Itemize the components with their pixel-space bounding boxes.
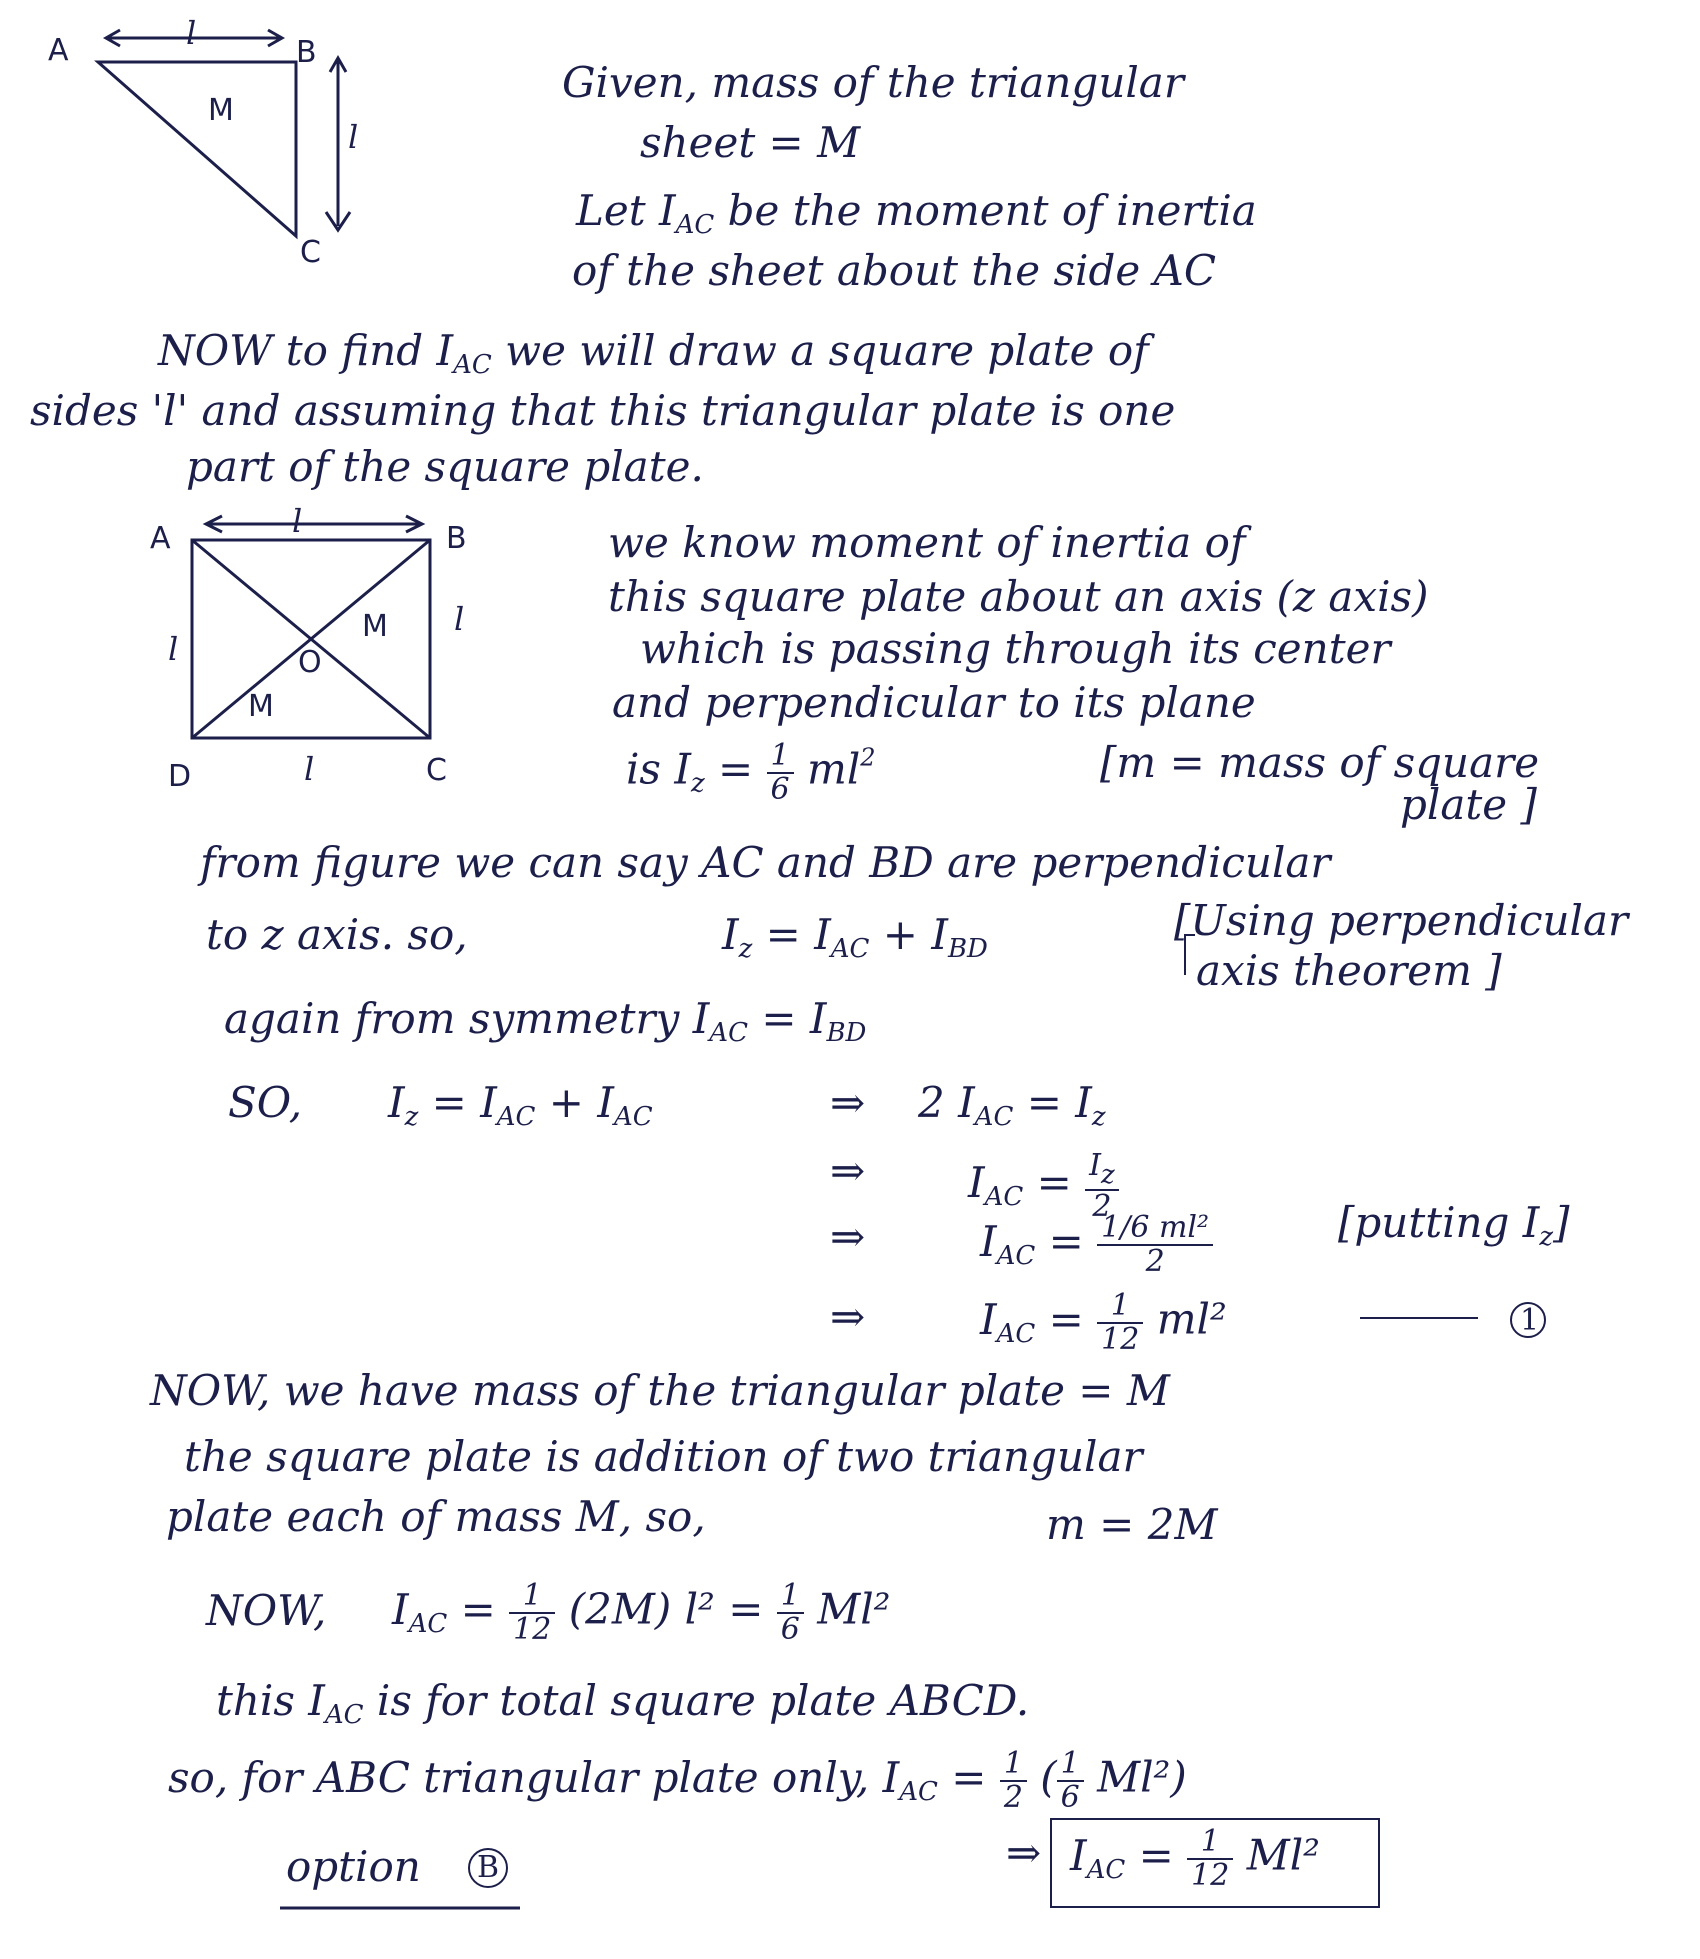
- final-arrow: ⇒: [1006, 1828, 1042, 1877]
- symmetry-line: again from symmetry $I_{AC} = I_{BD}$: [224, 994, 867, 1048]
- step-2: $I_{AC}$ = $\frac{Iz}{2}$: [968, 1150, 1119, 1223]
- know-line-1: we know moment of inertia of: [608, 518, 1246, 567]
- given-line-3: Let $I_{AC}$ be the moment of inertia: [576, 186, 1257, 240]
- know-line-2: this square plate about an axis (z axis): [608, 572, 1429, 621]
- para1-line-3: part of the square plate.: [186, 442, 704, 491]
- step-3: $I_{AC}$ = $\frac{\text{1/6 ml²}}{2}$: [980, 1212, 1213, 1277]
- step-2-arrow: ⇒: [830, 1146, 866, 1195]
- given-line-2: sheet = M: [640, 118, 861, 167]
- know-note-1: [m = mass of square: [1100, 738, 1540, 787]
- fig1-label-l-side: l: [348, 118, 359, 156]
- step-3-note: [putting $I_z$]: [1338, 1198, 1570, 1252]
- step-1: 2 $I_{AC} = I_z$: [918, 1078, 1106, 1132]
- steps-so: SO,: [228, 1078, 303, 1127]
- fig2-label-l-bottom: l: [304, 750, 315, 788]
- final-answer: $I_{AC}$ = $\frac{1}{12}$ Ml²: [1070, 1824, 1320, 1893]
- step-4: $I_{AC}$ = $\frac{1}{12}$ ml²: [980, 1288, 1227, 1357]
- option-label: option: [286, 1842, 421, 1891]
- square-figure: [192, 516, 430, 738]
- para1-line-2: sides 'l' and assuming that this triangular plate is one: [30, 386, 1176, 435]
- fig2-label-l-left: l: [168, 630, 179, 668]
- fig2-label-B: B: [446, 521, 467, 556]
- option-letter: B: [477, 1850, 500, 1885]
- fig2-label-l-right: l: [454, 600, 465, 638]
- equation-number: 1: [1520, 1303, 1540, 1338]
- fig2-label-C: C: [426, 753, 447, 788]
- fig1-label-C: C: [300, 235, 321, 270]
- know-line-5: is $I_z$ = $\frac{1}{6}$ $ml^2$: [626, 738, 876, 807]
- fromfig-line-2: to z axis. so,: [206, 910, 468, 959]
- know-line-3: which is passing through its center: [640, 624, 1391, 673]
- now-line-3: plate each of mass M, so,: [166, 1492, 706, 1541]
- now-line-4-label: NOW,: [206, 1586, 327, 1635]
- now-line-1: NOW, we have mass of the triangular plate = M: [150, 1366, 1170, 1415]
- fig2-label-l-top: l: [292, 502, 303, 540]
- fig1-label-B: B: [296, 35, 317, 70]
- fromfig-note-1: [Using perpendicular: [1174, 896, 1629, 945]
- para1-line-1: NOW to find $I_{AC}$ we will draw a square plate of: [158, 326, 1149, 380]
- fig2-label-M-upper: M: [362, 609, 388, 644]
- fig2-label-M-lower: M: [248, 689, 274, 724]
- fig2-label-D: D: [168, 759, 192, 794]
- fig2-label-A: A: [150, 521, 171, 556]
- fig1-label-M: M: [208, 93, 234, 128]
- now-line-4: $I_{AC}$ = $\frac{1}{12}$ (2M) l² = $\frac{1}{6}$ Ml²: [392, 1578, 891, 1647]
- triangle-outline: [98, 62, 296, 236]
- given-line-1: Given, mass of the triangular: [562, 58, 1184, 107]
- know-line-4: and perpendicular to its plane: [612, 678, 1256, 727]
- step-0: $I_z = I_{AC} + I_{AC}$: [388, 1078, 653, 1132]
- now-line-5: this $I_{AC}$ is for total square plate ABCD.: [216, 1676, 1030, 1730]
- perpendicular-axis-equation: $I_z = I_{AC} + I_{BD}$: [722, 910, 988, 964]
- now-line-6: so, for ABC triangular plate only, $I_{AC}$ = $\frac{1}{2}$ ( $\frac{1}{6}$ Ml²): [168, 1746, 1187, 1815]
- fig2-label-O: O: [298, 645, 322, 680]
- given-line-4: of the sheet about the side AC: [572, 246, 1217, 295]
- fromfig-note-2: axis theorem ]: [1196, 946, 1502, 995]
- fromfig-line-1: from figure we can say AC and BD are perpendicular: [200, 838, 1331, 887]
- know-note-2: plate ]: [1400, 780, 1537, 829]
- step-4-arrow: ⇒: [830, 1292, 866, 1341]
- fig1-label-A: A: [48, 33, 69, 68]
- step-3-arrow: ⇒: [830, 1212, 866, 1261]
- now-line-2: the square plate is addition of two triangular: [184, 1432, 1143, 1481]
- step-1-arrow: ⇒: [830, 1078, 866, 1127]
- fig1-label-l-top: l: [186, 14, 197, 52]
- now-line-3-eq: m = 2M: [1046, 1500, 1218, 1549]
